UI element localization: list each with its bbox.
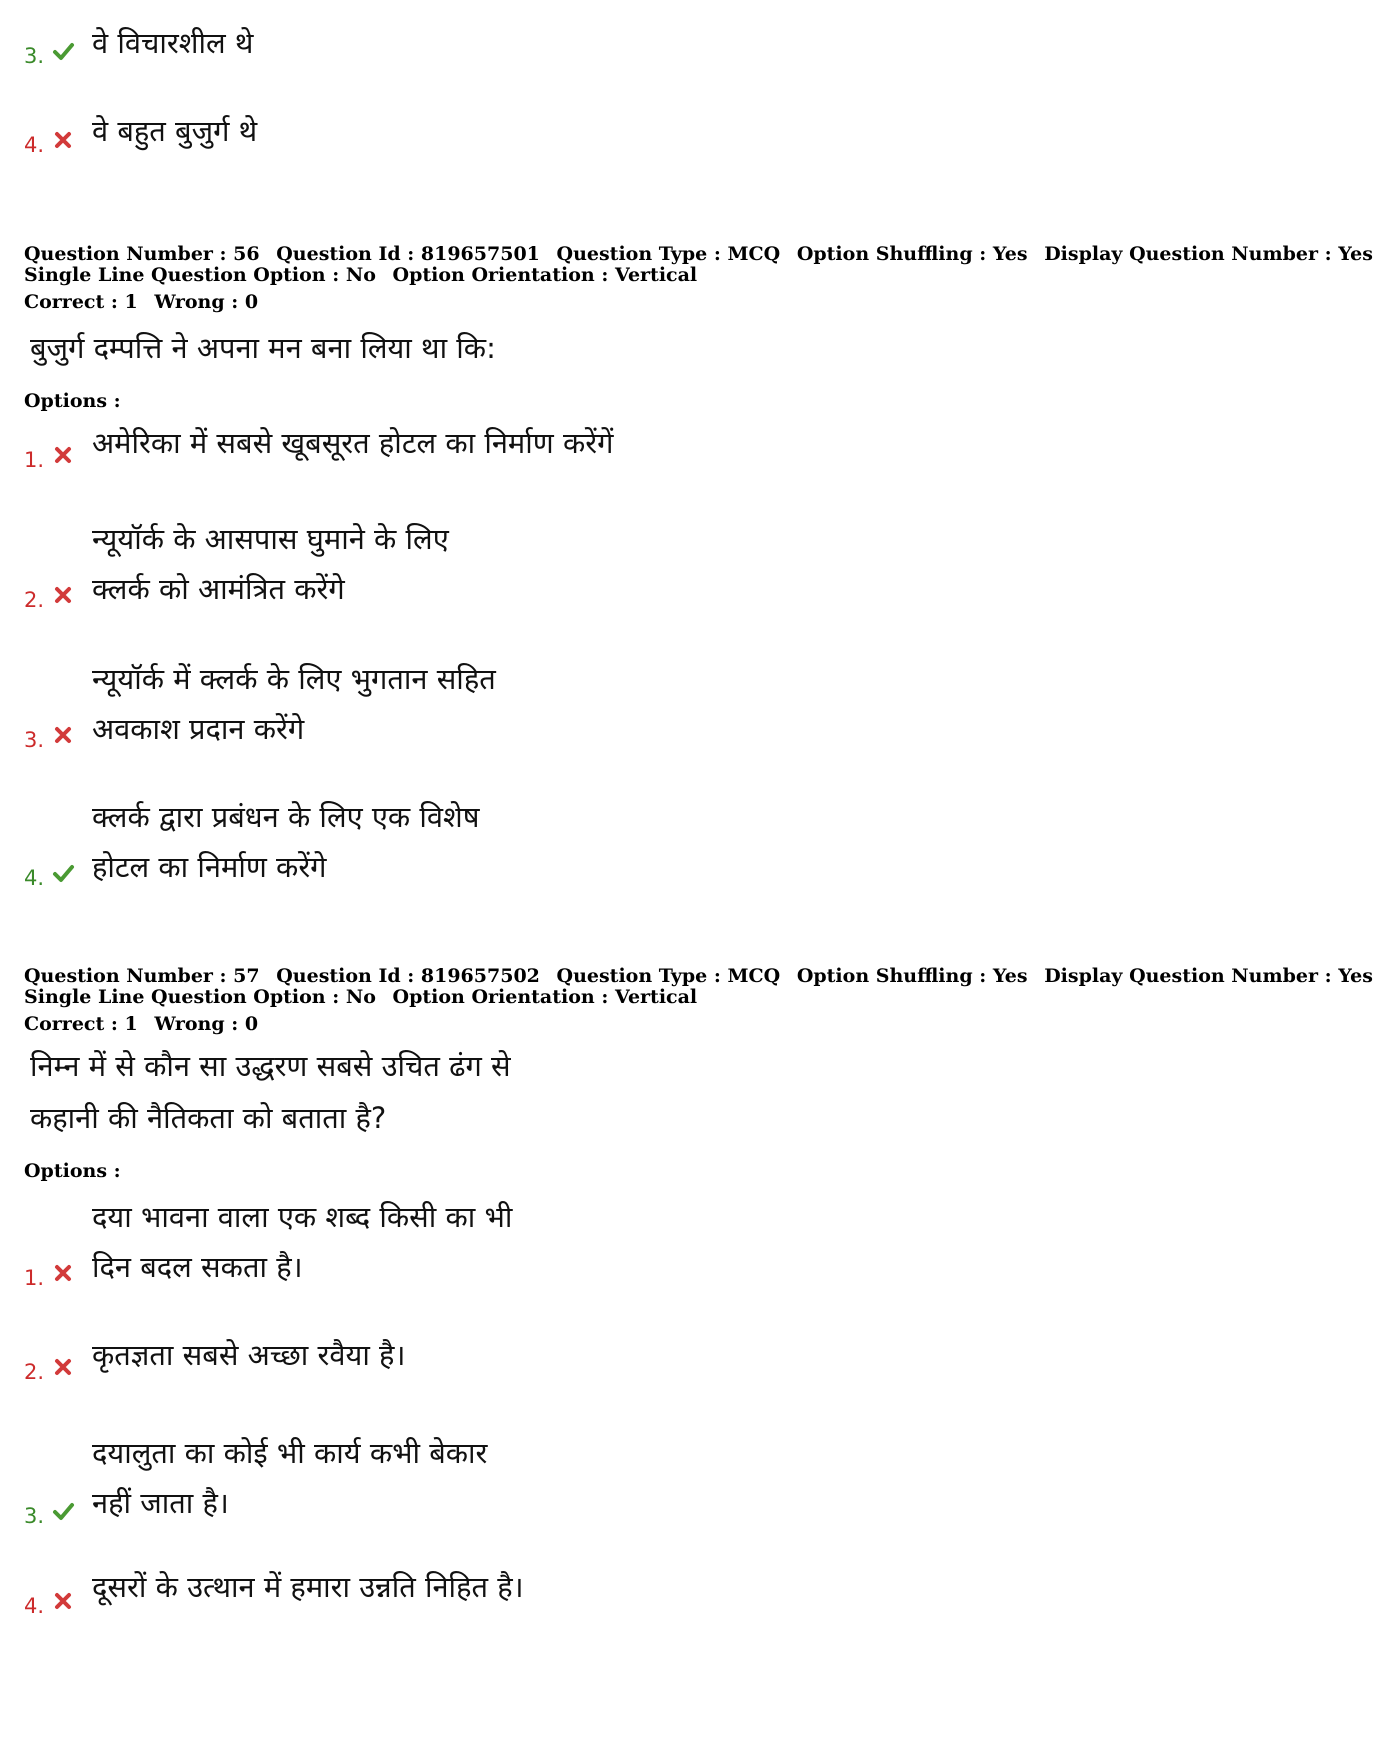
check-icon: [52, 1500, 74, 1522]
single-line-option: Single Line Question Option : No: [24, 986, 376, 1008]
display-question-number: Display Question Number : Yes: [1044, 965, 1373, 987]
question-type: Question Type : MCQ: [556, 965, 781, 987]
cross-icon: [52, 444, 74, 466]
option-text: दयालुता का कोई भी कार्य कभी बेकार नहीं जाता है।: [92, 1436, 488, 1520]
question-text: बुजुर्ग दम्पत्ति ने अपना मन बना लिया था कि:: [30, 331, 496, 365]
option-number: 2.: [24, 588, 45, 612]
check-icon: [52, 862, 74, 884]
cross-icon: [52, 724, 74, 746]
check-icon: [52, 40, 74, 62]
single-line-option: Single Line Question Option : No: [24, 264, 376, 286]
option-text: दूसरों के उत्थान में हमारा उन्नति निहित है।: [92, 1570, 524, 1604]
question-text: निम्न में से कौन सा उद्धरण सबसे उचित ढंग से कहानी की नैतिकता को बताता है?: [30, 1049, 511, 1135]
cross-icon: [52, 1590, 74, 1612]
question-meta: [24, 243, 1373, 313]
correct-score: Correct : 1: [24, 291, 138, 313]
wrong-score: Wrong : 0: [154, 291, 259, 313]
question-meta: [24, 965, 1373, 1035]
option-number: 1.: [24, 448, 45, 472]
option-shuffling: Option Shuffling : Yes: [796, 243, 1028, 265]
option-number: 4.: [24, 1594, 45, 1618]
cross-icon: [52, 129, 74, 151]
option-text: वे बहुत बुजुर्ग थे: [92, 114, 258, 148]
option-text: वे विचारशील थे: [92, 26, 254, 60]
option-text: न्यूयॉर्क में क्लर्क के लिए भुगतान सहित अवकाश प्रदान करेंगे: [92, 662, 496, 746]
correct-score: Correct : 1: [24, 1013, 138, 1035]
question-number: Question Number : 57: [24, 965, 260, 987]
option-number: 2.: [24, 1360, 45, 1384]
option-number: 3.: [24, 728, 45, 752]
option-text: न्यूयॉर्क के आसपास घुमाने के लिए क्लर्क को आमंत्रित करेंगे: [92, 522, 449, 606]
option-text: कृतज्ञता सबसे अच्छा रवैया है।: [92, 1338, 406, 1372]
option-number: 1.: [24, 1266, 45, 1290]
option-text: क्लर्क द्वारा प्रबंधन के लिए एक विशेष होटल का निर्माण करेंगे: [92, 800, 480, 884]
option-text: अमेरिका में सबसे खूबसूरत होटल का निर्माण करेंगें: [92, 426, 614, 460]
options-label: Options :: [24, 1160, 121, 1182]
question-number: Question Number : 56: [24, 243, 260, 265]
display-question-number: Display Question Number : Yes: [1044, 243, 1373, 265]
question-id: Question Id : 819657501: [276, 243, 540, 265]
option-orientation: Option Orientation : Vertical: [392, 264, 698, 286]
question-type: Question Type : MCQ: [556, 243, 781, 265]
wrong-score: Wrong : 0: [154, 1013, 259, 1035]
cross-icon: [52, 1262, 74, 1284]
cross-icon: [52, 1356, 74, 1378]
cross-icon: [52, 584, 74, 606]
question-id: Question Id : 819657502: [276, 965, 540, 987]
option-number: 4.: [24, 866, 45, 890]
option-number: 3.: [24, 44, 45, 68]
options-label: Options :: [24, 390, 121, 412]
option-orientation: Option Orientation : Vertical: [392, 986, 698, 1008]
option-number: 3.: [24, 1504, 45, 1528]
option-shuffling: Option Shuffling : Yes: [796, 965, 1028, 987]
option-text: दया भावना वाला एक शब्द किसी का भी दिन बदल सकता है।: [92, 1200, 513, 1284]
option-number: 4.: [24, 133, 45, 157]
